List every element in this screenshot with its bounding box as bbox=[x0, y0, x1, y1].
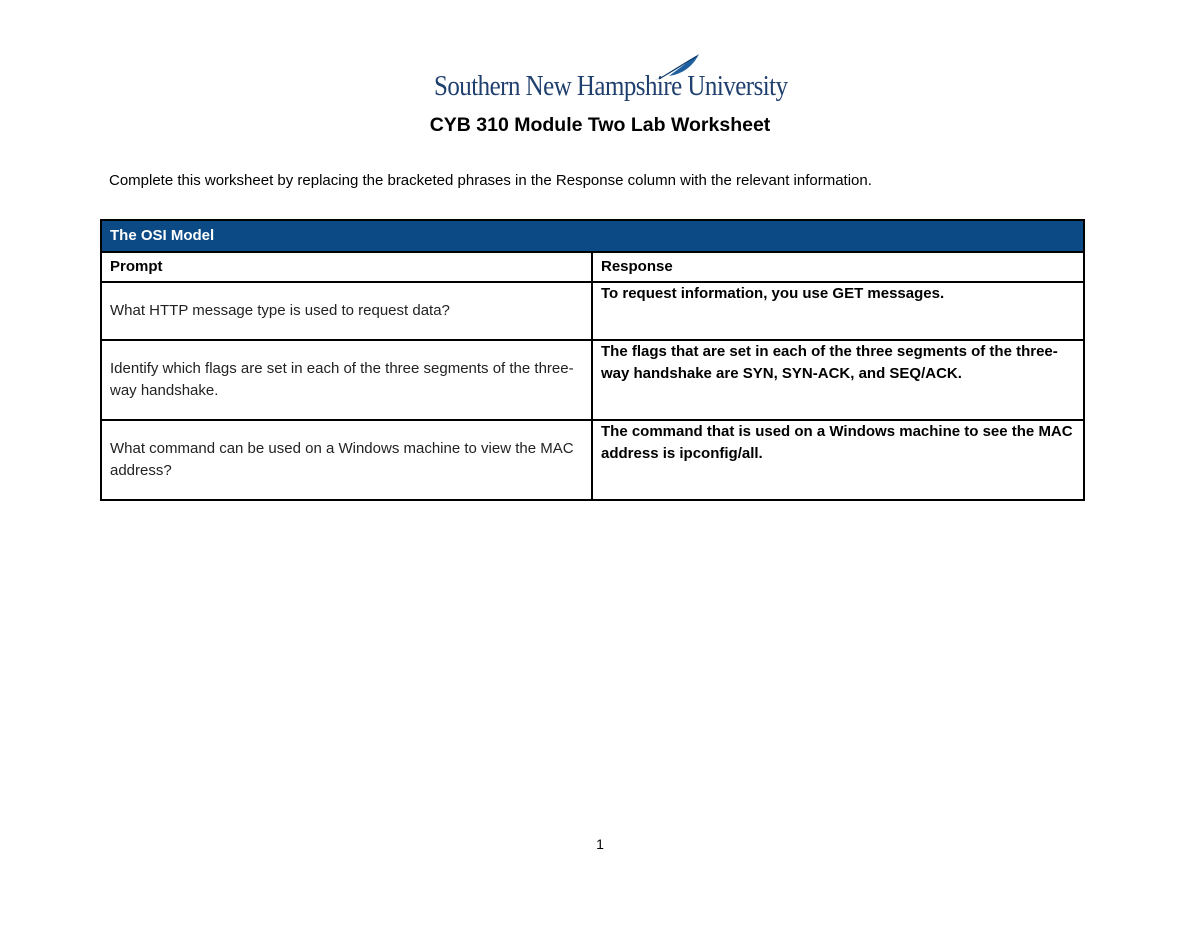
table-row bbox=[101, 340, 1084, 420]
response-cell[interactable]: To request information, you use GET messages. bbox=[592, 282, 1084, 340]
prompt-cell: What command can be used on a Windows machine to view the MAC address? bbox=[101, 420, 592, 500]
prompt-cell: Identify which flags are set in each of the three segments of the three-way handshake. bbox=[101, 340, 592, 420]
table-row bbox=[101, 420, 1084, 500]
response-cell[interactable]: The command that is used on a Windows machine to see the MAC address is ipconfig/all. bbox=[592, 420, 1084, 500]
response-cell[interactable]: The flags that are set in each of the three segments of the three-way handshake are SYN, SYN-ACK, and SEQ/ACK. bbox=[592, 340, 1084, 420]
page-title: CYB 310 Module Two Lab Worksheet bbox=[429, 114, 771, 136]
logo-text: Southern New Hampshire University bbox=[434, 70, 788, 102]
column-header-row bbox=[101, 252, 1084, 282]
section-header-row bbox=[101, 220, 1084, 252]
university-logo bbox=[430, 52, 788, 108]
page-number: 1 bbox=[596, 836, 604, 852]
response-column-header: Response bbox=[592, 252, 1084, 282]
worksheet-table bbox=[100, 219, 1085, 501]
section-title: The OSI Model bbox=[101, 220, 1084, 252]
prompt-column-header: Prompt bbox=[101, 252, 592, 282]
table-row bbox=[101, 282, 1084, 340]
instructions-text: Complete this worksheet by replacing the bracketed phrases in the Response column with the relevant information. bbox=[109, 172, 872, 189]
prompt-cell: What HTTP message type is used to request data? bbox=[101, 282, 592, 340]
